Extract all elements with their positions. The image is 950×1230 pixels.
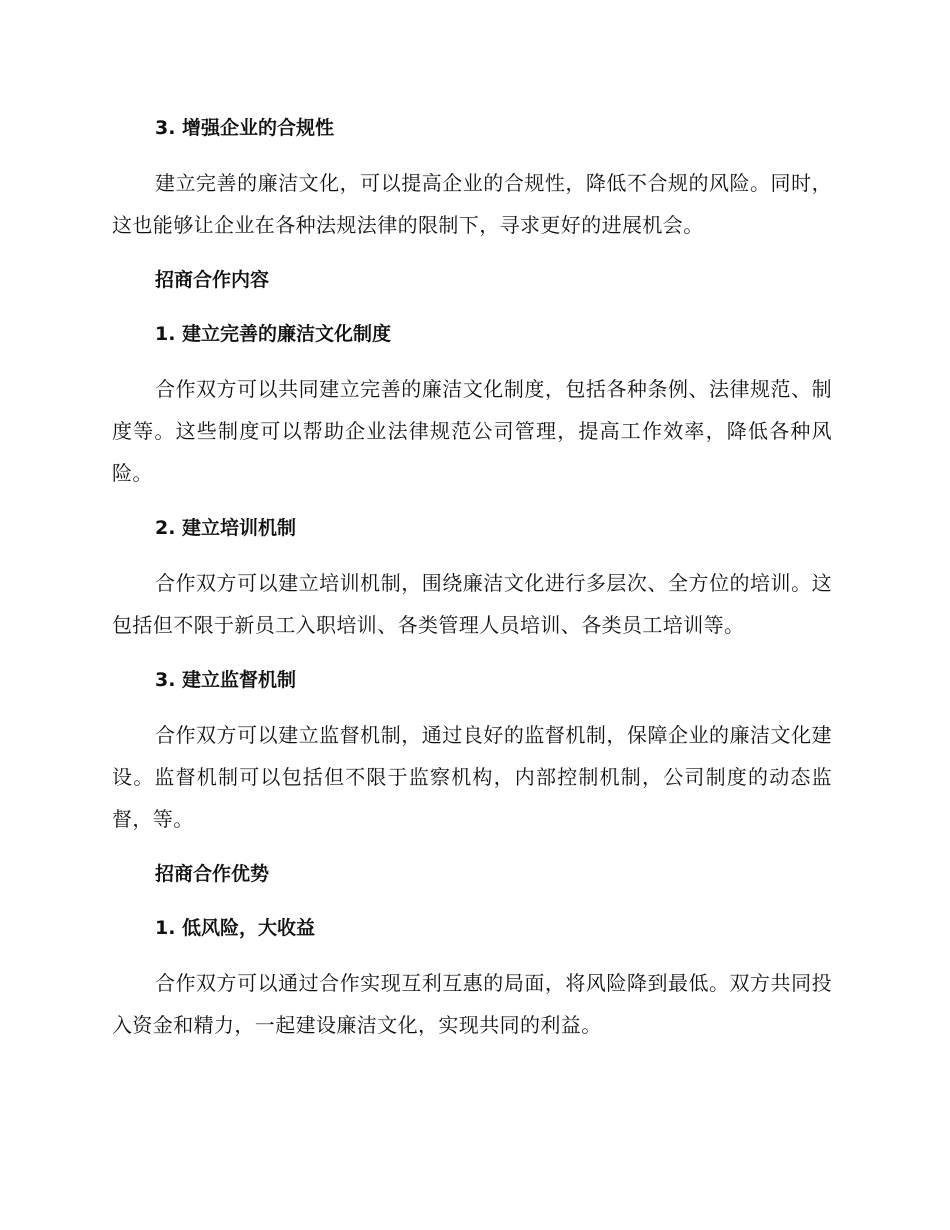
- paragraph-supervision: 合作双方可以建立监督机制，通过良好的监督机制，保障企业的廉洁文化建设。监督机制可以包括但不限于监察机构，内部控制机制，公司制度的动态监督，等。: [112, 723, 832, 831]
- section-heading-supervision: 3. 建立监督机制: [155, 669, 297, 691]
- section-heading-compliance: 3. 增强企业的合规性: [155, 117, 335, 139]
- paragraph-training: 合作双方可以建立培训机制，围绕廉洁文化进行多层次、全方位的培训。这包括但不限于新员工入职培训、各类管理人员培训、各类员工培训等。: [112, 571, 832, 637]
- section-heading-cooperation-content: 招商合作内容: [155, 269, 270, 291]
- section-heading-cooperation-advantages: 招商合作优势: [155, 863, 270, 885]
- paragraph-integrity-system: 合作双方可以共同建立完善的廉洁文化制度，包括各种条例、法律规范、制度等。这些制度可以帮助企业法律规范公司管理，提高工作效率，降低各种风险。: [112, 377, 832, 485]
- section-heading-training: 2. 建立培训机制: [155, 517, 297, 539]
- section-heading-low-risk: 1. 低风险，大收益: [155, 917, 316, 939]
- section-heading-integrity-system: 1. 建立完善的廉洁文化制度: [155, 323, 392, 345]
- paragraph-compliance: 建立完善的廉洁文化，可以提高企业的合规性，降低不合规的风险。同时，这也能够让企业在各种法规法律的限制下，寻求更好的进展机会。: [112, 171, 832, 237]
- paragraph-low-risk: 合作双方可以通过合作实现互利互惠的局面，将风险降到最低。双方共同投入资金和精力，一起建设廉洁文化，实现共同的利益。: [112, 971, 832, 1037]
- document-body: [112, 108, 832, 1046]
